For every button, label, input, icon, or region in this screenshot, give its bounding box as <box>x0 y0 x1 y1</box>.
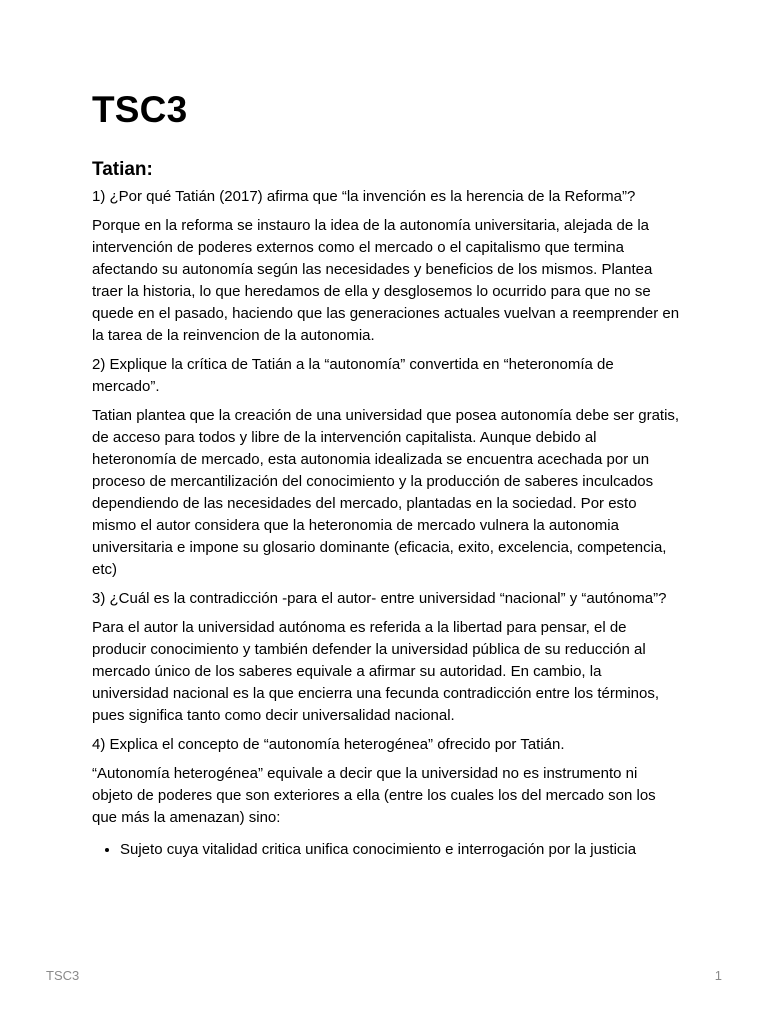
bullet-list <box>92 839 682 861</box>
footer-page-number: 1 <box>714 968 722 983</box>
document-title: TSC3 <box>92 89 188 130</box>
footer-doc-name: TSC3 <box>46 968 80 983</box>
bullet-item: • Sujeto cuya vitalidad critica unifica conocimiento e interrogación por la justicia <box>120 839 682 861</box>
question-4: 4) Explica el concepto de “autonomía heterogénea” ofrecido por Tatián. <box>92 736 565 753</box>
section-heading: Tatian: <box>92 159 153 180</box>
question-1: 1) ¿Por qué Tatián (2017) afirma que “la invención es la herencia de la Reforma”? <box>92 188 636 205</box>
answer-4: “Autonomía heterogénea” equivale a decir que la universidad no es instrumento ni objeto de poderes que son exteriores a ella (entre los cuales los del mercado son los que más la amenazan) sino: <box>92 765 656 826</box>
answer-3: Para el autor la universidad autónoma es referida a la libertad para pensar, el de producir conocimiento y también defender la universidad pública de su reducción al mercado único de los saberes equivale a afirmar su autoridad. En cambio, la universidad nacional es la que encierra una fecunda contradicción entre los términos, pues significa tanto como decir universalidad nacional. <box>92 619 660 724</box>
answer-2: Tatian plantea que la creación de una universidad que posea autonomía debe ser gratis, de acceso para todos y libre de la intervención capitalista. Aunque debido al heteronomía de mercado, esta autonomia idealizada se encuentra acechada por un proceso de mercantilización del conocimiento y la producción de saberes inculcados dependiendo de las necesidades del mercado, plantadas en la sociedad. Por esto mismo el autor considera que la heteronomia de mercado vulnera la autonomia universitaria e impone su glosario dominante (eficacia, exito, excelencia, competencia, etc) <box>92 407 680 578</box>
answer-1: Porque en la reforma se instauro la idea de la autonomía universitaria, alejada de la intervención de poderes externos como el mercado o el capitalismo que termina afectando su autonomía según las necesidades y beneficios de los mismos. Plantea traer la historia, lo que heredamos de ella y desglosemos lo ocurrido para que no se quede en el pasado, haciendo que las generaciones actuales vuelvan a reemprender en la tarea de la reinvencion de la autonomia. <box>92 217 680 344</box>
question-3: 3) ¿Cuál es la contradicción -para el autor- entre universidad “nacional” y “autónoma”? <box>92 590 667 607</box>
question-2: 2) Explique la crítica de Tatián a la “autonomía” convertida en “heteronomía de mercado”. <box>92 356 614 395</box>
document-body <box>92 186 682 861</box>
